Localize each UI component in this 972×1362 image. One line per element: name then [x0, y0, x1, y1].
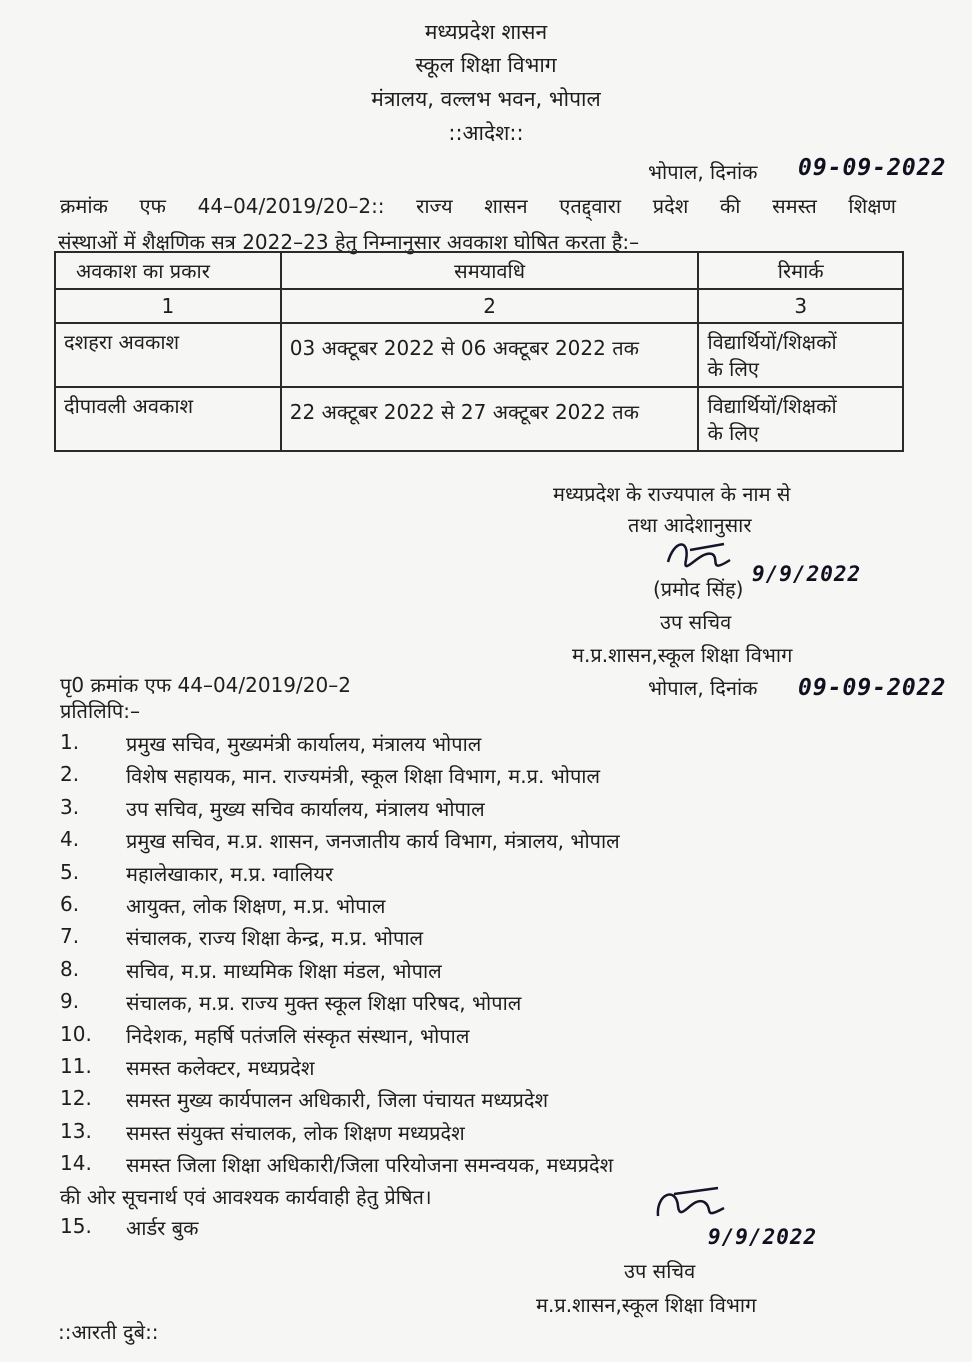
list-item-number: 10. — [60, 1021, 92, 1046]
table-header-period: समयावधि — [281, 252, 699, 289]
list-item-text: प्रमुख सचिव, मुख्यमंत्री कार्यालय, मंत्रालय भोपाल — [126, 732, 482, 756]
list-item-number: 1. — [60, 730, 80, 754]
signature-2-date: 9/9/2022 — [708, 1225, 818, 1249]
date-label: भोपाल, दिनांक — [648, 160, 758, 184]
list-item-text: महालेखाकार, म.प्र. ग्वालियर — [126, 861, 334, 886]
table-header-row — [55, 252, 903, 289]
table-number-1: 1 — [55, 289, 281, 323]
header-line-2: स्कूल शिक्षा विभाग — [415, 53, 557, 77]
list-item-number: 4. — [60, 827, 80, 852]
table-row — [55, 323, 903, 387]
list-item-text: समस्त संयुक्त संचालक, लोक शिक्षण मध्यप्रदेश — [126, 1120, 465, 1145]
header-line-3: मंत्रालय, वल्लभ भवन, भोपाल — [371, 87, 601, 111]
forward-note: की ओर सूचनार्थ एवं आवश्यक कार्यवाही हेतु प्रेषित। — [60, 1185, 432, 1209]
typist-name: ::आरती दुबे:: — [58, 1320, 159, 1344]
list-item-number: 13. — [60, 1118, 92, 1143]
list-item-number: 2. — [60, 762, 80, 787]
body-line-2: संस्थाओं में शैक्षणिक सत्र 2022–23 हेतु निम्नानुसार अवकाश घोषित करता है:– — [58, 230, 640, 254]
list-item-number: 11. — [60, 1053, 92, 1078]
holiday-type: दीपावली अवकाश — [55, 387, 281, 451]
endorsement-handwritten-date: 09-09-2022 — [798, 675, 947, 701]
list-item-number: 8. — [60, 956, 80, 981]
table-row — [55, 387, 903, 451]
list-item-number: 5. — [60, 859, 80, 884]
list-item-number: 7. — [60, 924, 80, 949]
copy-item-15-number: 15. — [60, 1214, 92, 1238]
copy-label: प्रतिलिपि:– — [60, 699, 140, 723]
signatory-2-department: म.प्र.शासन,स्कूल शिक्षा विभाग — [536, 1293, 757, 1317]
list-item-text: समस्त कलेक्टर, मध्यप्रदेश — [126, 1055, 315, 1080]
signature-1-date: 9/9/2022 — [752, 562, 862, 586]
list-item-text: आयुक्त, लोक शिक्षण, म.प्र. भोपाल — [126, 893, 386, 918]
list-item-text: सचिव, म.प्र. माध्यमिक शिक्षा मंडल, भोपाल — [126, 958, 442, 983]
holiday-remark — [698, 323, 903, 387]
order-title: ::आदेश:: — [448, 121, 524, 145]
table-number-3: 3 — [698, 289, 903, 323]
table-header-remark: रिमार्क — [698, 252, 903, 289]
list-item-number: 9. — [60, 989, 80, 1014]
holiday-remark-line-1: विद्यार्थियों/शिक्षकों — [707, 330, 837, 354]
endorsement-number: पृ0 क्रमांक एफ 44–04/2019/20–2 — [60, 673, 351, 697]
handwritten-date: 09-09-2022 — [798, 155, 947, 181]
list-item-text: उप सचिव, मुख्य सचिव कार्यालय, मंत्रालय भोपाल — [126, 796, 485, 821]
header-line-1: मध्यप्रदेश शासन — [424, 20, 548, 44]
holiday-period: 22 अक्टूबर 2022 से 27 अक्टूबर 2022 तक — [281, 387, 699, 451]
governor-order-line-2: तथा आदेशानुसार — [628, 513, 752, 537]
holiday-table — [54, 251, 904, 452]
table-number-2: 2 — [281, 289, 699, 323]
list-item-number: 12. — [60, 1086, 92, 1111]
list-item-text: निदेशक, महर्षि पतंजलि संस्कृत संस्थान, भोपाल — [126, 1023, 470, 1048]
holiday-remark-line-1: विद्यार्थियों/शिक्षकों — [707, 394, 837, 418]
table-header-type: अवकाश का प्रकार — [55, 252, 281, 289]
table-number-row — [55, 289, 903, 323]
signatory-department: म.प्र.शासन,स्कूल शिक्षा विभाग — [572, 643, 793, 667]
list-item-text: संचालक, म.प्र. राज्य मुक्त स्कूल शिक्षा परिषद, भोपाल — [126, 991, 522, 1016]
holiday-remark-line-2: के लिए — [707, 421, 759, 445]
list-item-text: समस्त जिला शिक्षा अधिकारी/जिला परियोजना समन्वयक, मध्यप्रदेश — [126, 1153, 614, 1178]
governor-order-line-1: मध्यप्रदेश के राज्यपाल के नाम से — [553, 482, 791, 506]
endorsement-date-label: भोपाल, दिनांक — [648, 676, 758, 700]
body-line-1: क्रमांक एफ 44–04/2019/20–2:: राज्य शासन एतद्द्वारा प्रदेश की समस्त शिक्षण — [60, 194, 896, 218]
list-item-text: प्रमुख सचिव, म.प्र. शासन, जनजातीय कार्य विभाग, मंत्रालय, भोपाल — [126, 829, 620, 854]
signatory-name: (प्रमोद सिंह) — [653, 577, 744, 601]
list-item-text: संचालक, राज्य शिक्षा केन्द्र, म.प्र. भोपाल — [126, 926, 424, 951]
list-item-number: 3. — [60, 794, 80, 819]
holiday-remark — [698, 387, 903, 451]
signatory-2-designation: उप सचिव — [624, 1259, 696, 1283]
list-item-number: 6. — [60, 891, 80, 916]
copy-item-15-text: आर्डर बुक — [126, 1216, 199, 1240]
list-item-text: विशेष सहायक, मान. राज्यमंत्री, स्कूल शिक्षा विभाग, म.प्र. भोपाल — [126, 764, 601, 789]
holiday-remark-line-2: के लिए — [707, 357, 759, 381]
holiday-type: दशहरा अवकाश — [55, 323, 281, 387]
signatory-designation: उप सचिव — [660, 610, 732, 634]
list-item-number: 14. — [60, 1151, 92, 1176]
holiday-period: 03 अक्टूबर 2022 से 06 अक्टूबर 2022 तक — [281, 323, 699, 387]
list-item-text: समस्त मुख्य कार्यपालन अधिकारी, जिला पंचायत मध्यप्रदेश — [126, 1088, 549, 1113]
